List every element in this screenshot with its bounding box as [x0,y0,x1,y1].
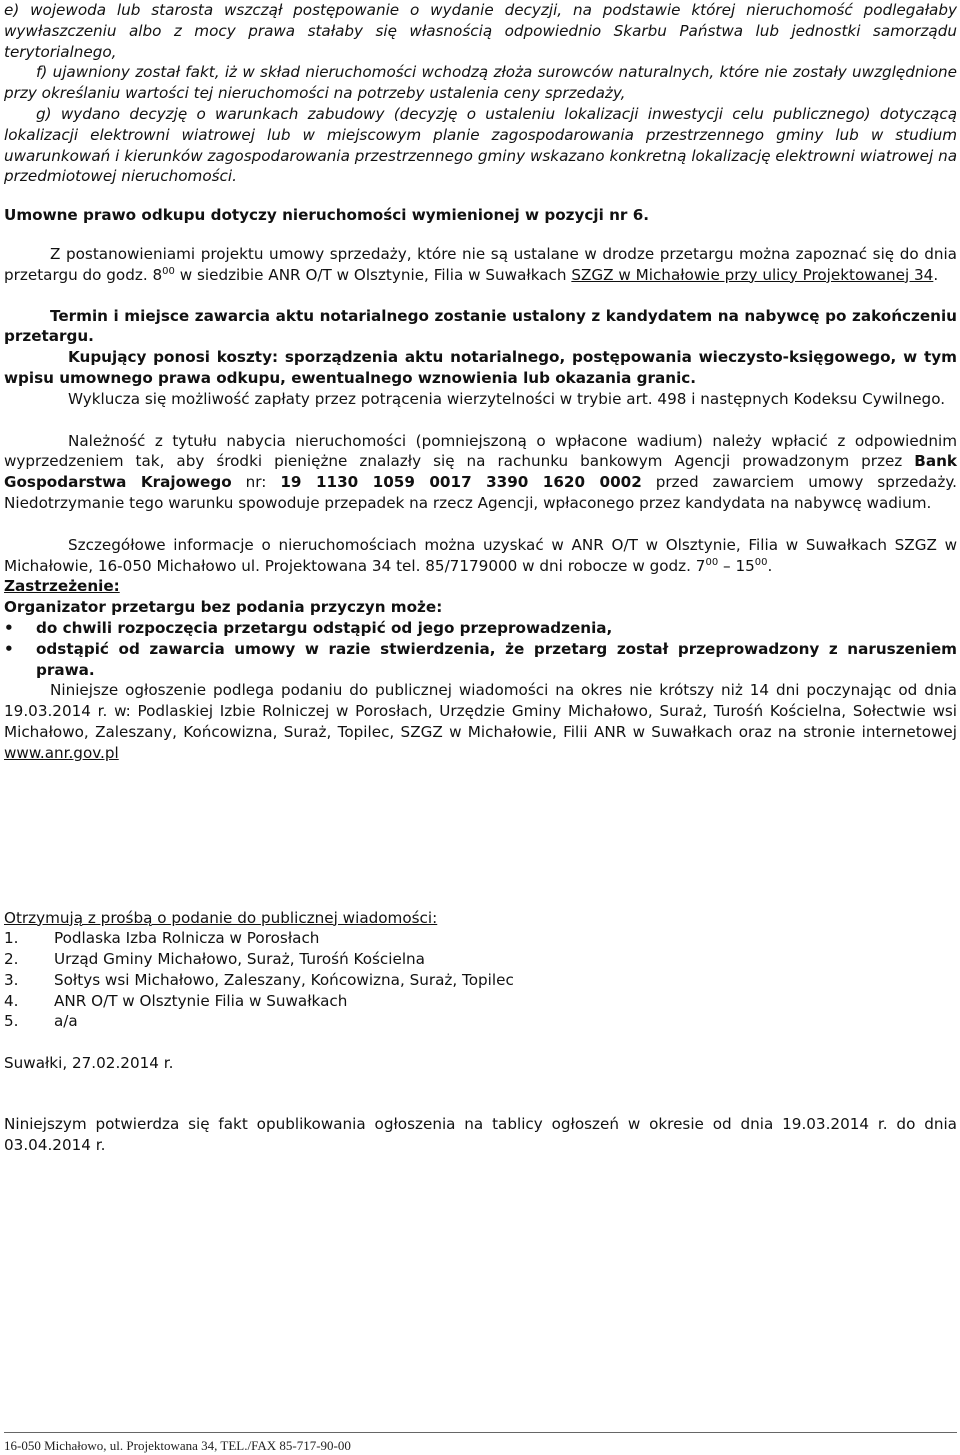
list-item: • do chwili rozpoczęcia przetargu odstąpić od jego przeprowadzenia, [4,618,957,639]
hour-range-dash: – 15 [718,556,755,575]
list-item [4,928,957,949]
set-off-exclusion-paragraph: Wyklucza się możliwość zapłaty przez potrącenia wierzytelności w trybie art. 498 i następnych Kodeksu Cywilnego. [68,389,946,408]
contract-draft-text: Z postanowieniami projektu umowy sprzedaży, które nie są ustalane w drodze przetargu można zapoznać się do dnia przetargu do godz. 8 [4,244,957,284]
details-paragraph [4,535,957,577]
office-address: SZGZ w Michałowie przy ulicy Projektowanej 34 [571,265,934,284]
bank-account-number: 19 1130 1059 0017 3390 1620 0002 [280,473,642,492]
list-item [4,991,957,1012]
contract-draft-location: w siedzibie ANR O/T w Olsztynie, Filia w Suwałkach [174,265,572,284]
repurchase-right-note: Umowne prawo odkupu dotyczy nieruchomości wymienionej w pozycji nr 6. [4,206,650,225]
reservation-list [4,618,957,680]
item-number: 3. [4,970,19,989]
list-item [4,949,957,970]
condition-g: g) wydano decyzję o warunkach zabudowy (decyzję o ustaleniu lokalizacji inwestycji celu publicznego) dotyczącą lokalizacji elektrowni wiatrowej lub w miejscowym planie zagospodarowania przestrzennego gminy lub w studium uwarunkowań i kierunków zagospodarowania przestrzennego gminy wskazano konkretną lokalizację elektrowni wiatrowej na przedmiotowej nieruchomości. [4,104,957,186]
item-text: ANR O/T w Olsztynie Filia w Suwałkach [54,991,348,1010]
item-number: 5. [4,1012,19,1031]
publication-confirmation: Niniejszym potwierdza się fakt opublikowania ogłoszenia na tablicy ogłoszeń w okresie od dnia 19.03.2014 r. do dnia 03.04.2014 r. [4,1115,957,1154]
item-text: Sołtys wsi Michałowo, Zaleszany, Końcowizna, Suraż, Topilec [54,970,514,989]
website-link[interactable]: www.anr.gov.pl [4,743,119,762]
organizer-statement: Organizator przetargu bez podania przyczyn może: [4,598,443,617]
contract-draft-paragraph [4,244,957,286]
publication-text: Niniejsze ogłoszenie podlega podaniu do publicznej wiadomości na okres nie krótszy niż 14 dni poczynając od dnia 19.03.2014 r. w: Podlaskiej Izbie Rolniczej w Porosłach, Urzędzie Gminy Michałowo, Suraż, Turośń Kościelna, Sołectwie wsi Michałowo, Zaleszany, Końcowizna, Suraż, Topilec, SZGZ w Michałowie, Filii ANR w Suwałkach oraz na stronie internetowej [4,681,957,741]
hour-end-superscript: 00 [754,556,768,568]
publication-paragraph [4,680,957,763]
recipients-list [4,928,957,1032]
list-item: • odstąpić od zawarcia umowy w razie stwierdzenia, że przetarg został przeprowadzony z naruszeniem prawa. [4,639,957,681]
sentence-end: . [933,265,939,284]
recipients-heading: Otrzymują z prośbą o podanie do publicznej wiadomości: [4,908,438,927]
condition-e: e) wojewoda lub starosta wszczął postępowanie o wydanie decyzji, na podstawie której nieruchomość podlegałaby wywłaszczeniu albo z mocy prawa stałaby się własnością odpowiednio Skarbu Państwa lub jednostki samorządu terytorialnego, [4,1,957,61]
payment-text-end: przed zawarciem umowy sprzedaży. Niedotrzymanie tego warunku spowoduje przepadek na rzecz Agencji, wpłaconego przez kandydata na nabywcę wadium. [4,473,957,512]
footer-divider [4,1432,957,1433]
hour-superscript: 00 [162,265,175,277]
item-number: 1. [4,929,19,948]
payment-text: Należność z tytułu nabycia nieruchomości (pomniejszoną o wpłacone wadium) należy wpłacić z odpowiednim wyprzedzeniem tak, aby środki pieniężne znalazły się na rachunku bankowym Agencji prowadzonym przez [4,431,957,471]
bank-name: Bank Gospodarstwa Krajowego [4,452,957,492]
item-text: Urząd Gminy Michałowo, Suraż, Turośń Kościelna [54,950,425,969]
document-page [4,0,957,1156]
item-number: 2. [4,950,19,969]
list-item [4,970,957,991]
condition-f: f) ujawniony został fakt, iż w skład nieruchomości wchodzą złoża surowców naturalnych, które nie zostały uwzględnione przy określaniu wartości tej nieruchomości na potrzeby ustalenia ceny sprzedaży, [4,63,957,103]
details-text: Szczegółowe informacje o nieruchomościach można uzyskać w ANR O/T w Olsztynie, Filia w Suwałkach SZGZ w Michałowie, 16-050 Michałowo ul. Projektowana 34 tel. 85/7179000 w dni robocze w godz. 7 [4,535,957,575]
buyer-costs-paragraph: Kupujący ponosi koszty: sporządzenia aktu notarialnego, postępowania wieczysto-księgowego, w tym wpisu umownego prawa odkupu, ewentualnego wznowienia lub okazania granic. [4,348,957,387]
item-text: Podlaska Izba Rolnicza w Porosłach [54,929,320,948]
item-number: 4. [4,991,19,1010]
list-item [4,1011,957,1032]
place-date: Suwałki, 27.02.2014 r. [4,1054,174,1073]
notarial-deed-paragraph: Termin i miejsce zawarcia aktu notarialnego zostanie ustalony z kandydatem na nabywcę po zakończeniu przetargu. [4,306,957,346]
payment-paragraph [4,431,957,514]
page-footer: 16-050 Michałowo, ul. Projektowana 34, TEL./FAX 85-717-90-00 [4,1438,351,1453]
reservation-heading: Zastrzeżenie: [4,577,120,596]
details-end: . [767,556,773,575]
item-text: a/a [54,1012,78,1031]
hour-start-superscript: 00 [705,556,719,568]
account-label: nr: [231,473,281,492]
